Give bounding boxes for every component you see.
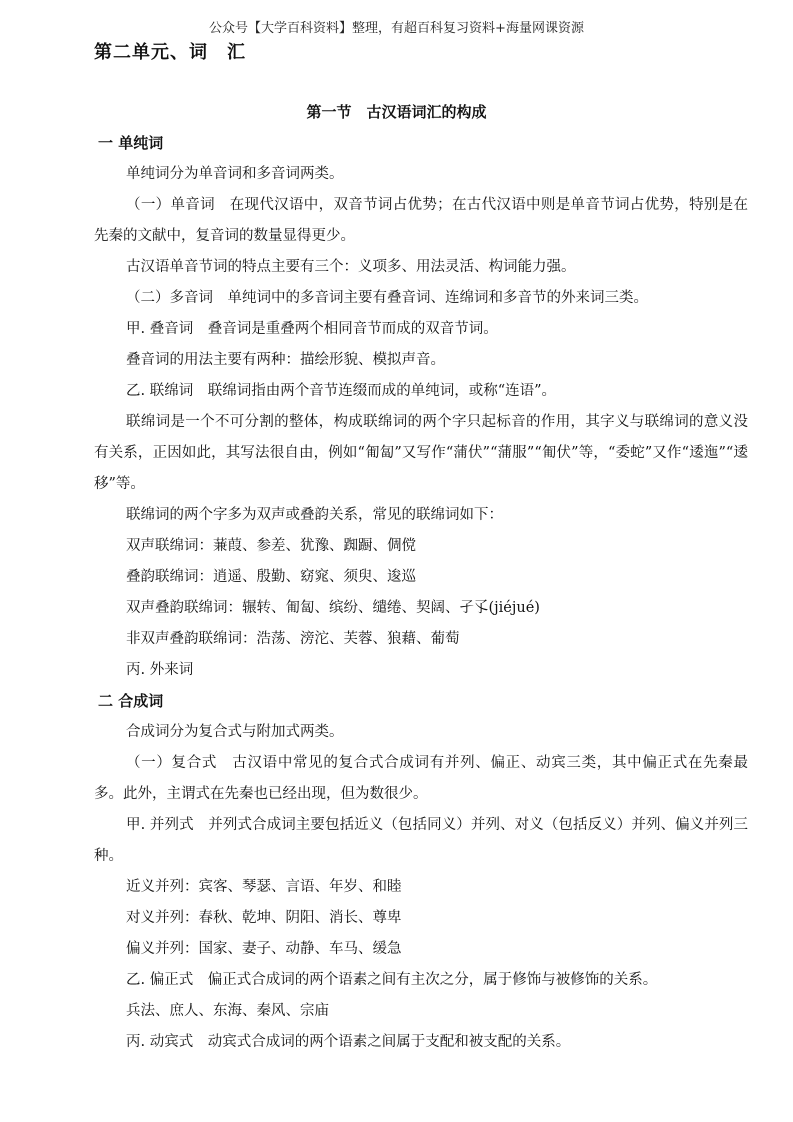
document-body <box>94 128 748 1058</box>
paragraph-multi-syllable: （二）多音词 单纯词中的多音词主要有叠音词、连绵词和多音节的外来词三类。 <box>126 290 648 306</box>
list-modifier-examples: 兵法、庶人、东海、秦风、宗庙 <box>126 1003 329 1019</box>
unit-title: 第二单元、词 汇 <box>94 42 246 63</box>
paragraph-simple-intro: 单纯词分为单音词和多音词两类。 <box>126 166 344 182</box>
list-partial: 偏义并列：国家、妻子、动静、车马、缓急 <box>126 941 402 957</box>
paragraph-modifier: 乙. 偏正式 偏正式合成词的两个语素之间有主次之分，属于修饰与被修饰的关系。 <box>126 972 658 988</box>
paragraph-binome-types: 联绵词的两个字多为双声或叠韵关系，常见的联绵词如下： <box>126 507 503 523</box>
list-neither: 非双声叠韵联绵词：浩荡、滂沱、芙蓉、狼藉、葡萄 <box>126 631 460 647</box>
paragraph-reduplicated: 甲. 叠音词 叠音词是重叠两个相同音节而成的双音节词。 <box>126 321 498 337</box>
heading-compound-words: 二 合成词 <box>98 692 164 710</box>
paragraph-loanword: 丙. 外来词 <box>126 662 194 678</box>
list-antonym: 对义并列：春秋、乾坤、阴阳、消长、尊卑 <box>126 910 402 926</box>
paragraph-coordinate: 甲. 并列式 并列式合成词主要包括近义（包括同义）并列、对义（包括反义）并列、偏义并列三种。 <box>94 817 748 864</box>
paragraph-single-features: 古汉语单音节词的特点主要有三个：义项多、用法灵活、构词能力强。 <box>126 259 576 275</box>
paragraph-reduplicated-usage: 叠音词的用法主要有两种：描绘形貌、模拟声音。 <box>126 352 445 368</box>
paragraph-single-syllable: （一）单音词 在现代汉语中，双音节词占优势；在古代汉语中则是单音节词占优势，特别是在先秦的文献中，复音词的数量显得更少。 <box>94 197 748 244</box>
paragraph-compound-intro: 合成词分为复合式与附加式两类。 <box>126 724 344 740</box>
paragraph-compound: （一）复合式 古汉语中常见的复合式合成词有并列、偏正、动宾三类，其中偏正式在先秦最多。此外，主谓式在先秦也已经出现，但为数很少。 <box>94 755 748 802</box>
paragraph-binome: 乙. 联绵词 联绵词指由两个音节连缀而成的单纯词，或称“连语”。 <box>126 383 557 399</box>
list-shuangsheng: 双声联绵词：蒹葭、参差、犹豫、踟蹰、倜傥 <box>126 538 416 554</box>
list-both: 双声叠韵联绵词：辗转、匍匐、缤纷、缱绻、契阔、孑孓(jiéjué) <box>126 600 540 616</box>
header-note: 公众号【大学百科资料】整理，有超百科复习资料+海量网课资源 <box>209 21 584 36</box>
heading-simple-words: 一 单纯词 <box>98 134 164 152</box>
section-title: 第一节 古汉语词汇的构成 <box>306 103 487 121</box>
paragraph-binome-detail: 联绵词是一个不可分割的整体，构成联绵词的两个字只起标音的作用，其字义与联绵词的意义没有关系，正因如此，其写法很自由，例如“匍匐”又写作“蒲伏”“蒲服”“匍伏”等，“委蛇”又作“逶迤”“逶移”等。 <box>94 414 748 492</box>
list-dieyun: 叠韵联绵词：逍遥、殷勤、窈窕、须臾、逡巡 <box>126 569 416 585</box>
paragraph-verb-object: 丙. 动宾式 动宾式合成词的两个语素之间属于支配和被支配的关系。 <box>126 1034 571 1050</box>
list-synonym: 近义并列：宾客、琴瑟、言语、年岁、和睦 <box>126 879 402 895</box>
